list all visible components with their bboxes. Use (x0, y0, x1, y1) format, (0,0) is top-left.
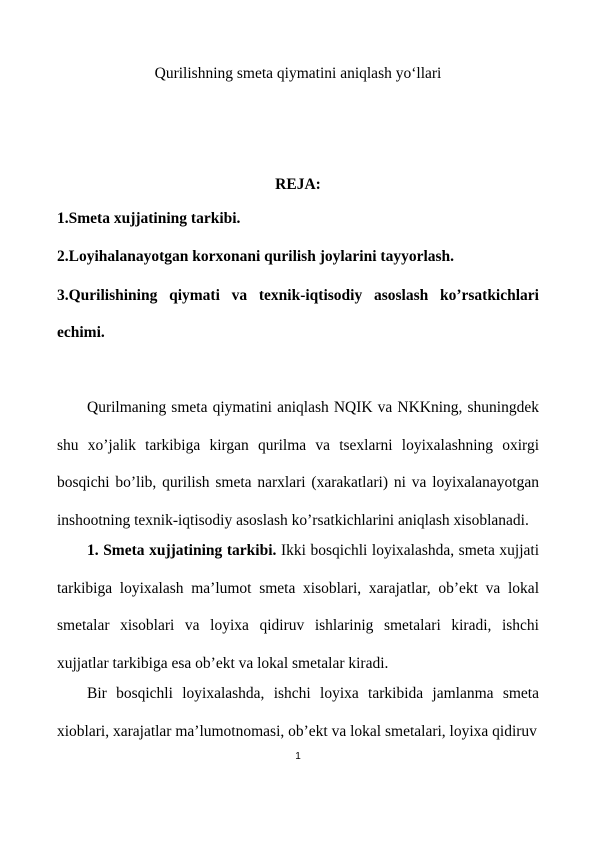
section-heading-inline: 1. Smeta xujjatining tarkibi. (87, 542, 277, 559)
body-paragraph-3 (57, 675, 539, 750)
body-paragraph-1 (57, 389, 539, 539)
paragraph-text: Bir bosqichli loyixalashda, ishchi loyixa tarkibida jamlanma smeta xioblari, xarajatlar ma’lumotnomasi, ob’ekt va lokal smetalari, loyixa qidiruv (57, 685, 539, 740)
plan-item-3: 3.Qurilishining qiymati va texnik-iqtisodiy asoslash ko’rsatkichlari echimi. (57, 287, 539, 341)
plan-item-2: 2.Loyihalanayotgan korxonani qurilish joylarini tayyorlash. (57, 248, 455, 265)
paragraph-text: Ikki bosqichli loyixalashda, smeta xujjati tarkibiga loyixalash ma’lumot smeta xisoblari, xarajatlar, ob’ekt va lokal smetalar xisoblari va loyixa qidiruv ishlarinig smetalari kiradi, ishchi xujjatlar tarkibiga esa ob’ekt va lokal smetalar kiradi. (57, 542, 539, 672)
document-title: Qurilishning smeta qiymatini aniqlash yo‘llari (154, 65, 442, 82)
plan-heading: REJA: (275, 176, 321, 193)
body-paragraph-2 (57, 532, 539, 682)
plan-item-1: 1.Smeta xujjatining tarkibi. (57, 210, 241, 227)
page-number: 1 (295, 751, 301, 762)
paragraph-text: Qurilmaning smeta qiymatini aniqlash NQIK va NKKning, shuningdek shu xo’jalik tarkibiga kirgan qurilma va tsexlarni loyixalashning oxirgi bosqichi bo’lib, qurilish smeta narxlari (xarakatlari) ni va loyixalanayotgan inshootning texnik-iqtisodiy asoslash ko’rsatkichlarini aniqlash xisoblanadi. (57, 399, 539, 529)
